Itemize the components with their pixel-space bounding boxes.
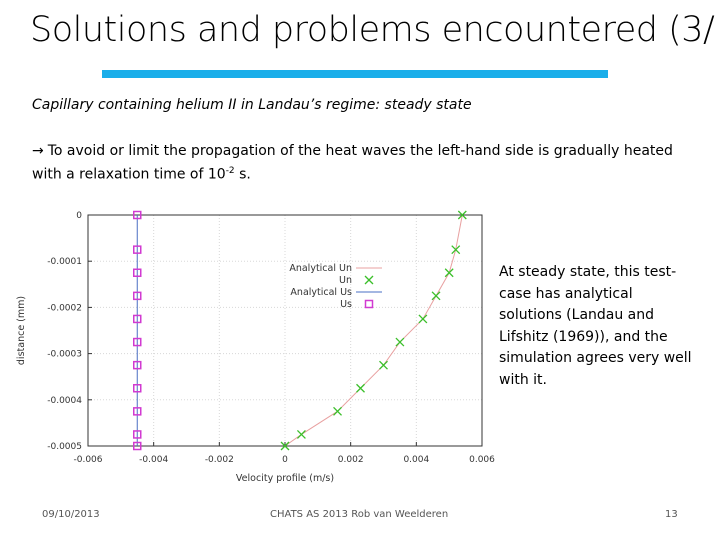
chart-grid [88,215,482,446]
legend-label: Un [339,275,352,286]
footer-date: 09/10/2013 [42,509,100,520]
chart-legend [289,263,382,310]
chart-series [134,211,467,450]
legend-label: Us [340,299,352,310]
x-tick-label: 0 [282,455,288,465]
y-tick-label: 0 [76,211,82,221]
description-paragraph [32,141,692,185]
x-tick-label: -0.004 [139,455,169,465]
x-axis-label: Velocity profile (m/s) [235,473,335,484]
x-tick-label: 0.004 [403,455,430,465]
legend-label: Analytical Un [289,263,352,274]
data-point-un [297,430,305,438]
y-tick-label: -0.0002 [47,303,82,314]
data-point-un [396,338,404,346]
x-tick-label: 0.002 [337,455,364,465]
x-tick-label: -0.006 [73,455,103,465]
y-axis-ticks [47,211,92,452]
data-point-un [380,361,388,369]
slide-title: Solutions and problems encountered (3/ [30,10,715,50]
data-point-un [419,315,427,323]
data-point-un [445,269,453,277]
legend-swatch-x [365,276,373,284]
data-point-un [357,384,365,392]
series-line-analytical-un [285,215,462,446]
y-tick-label: -0.0001 [47,257,82,268]
paragraph-text: To avoid or limit the propagation of the heat waves the left-hand side is gradually heated with a relaxation time of 10 [32,143,673,183]
data-point-un [452,246,460,254]
y-axis-label: distance (mm) [16,295,27,366]
data-point-un [334,407,342,415]
plot-frame [88,215,482,446]
velocity-profile-chart [0,195,495,495]
footer-page-number: 13 [665,509,678,520]
arrow-icon: → [32,143,44,159]
title-accent-bar [102,70,608,78]
side-explanation: At steady state, this test-case has analytical solutions (Landau and Lifshitz (1969)), and the simulation agrees very well with it. [499,264,692,388]
paragraph-exponent: -2 [225,166,235,176]
y-tick-label: -0.0005 [47,442,82,452]
paragraph-text-end: s. [234,166,251,183]
footer-event: CHATS AS 2013 Rob van Weelderen [270,509,449,520]
slide-subtitle: Capillary containing helium II in Landau’s regime: steady state [32,97,472,113]
x-tick-label: -0.002 [204,455,234,465]
legend-swatch-square [366,301,373,308]
x-tick-label: 0.006 [469,455,495,465]
data-point-un [432,292,440,300]
y-tick-label: -0.0003 [47,349,82,360]
legend-label: Analytical Us [290,287,352,298]
y-tick-label: -0.0004 [47,395,82,406]
